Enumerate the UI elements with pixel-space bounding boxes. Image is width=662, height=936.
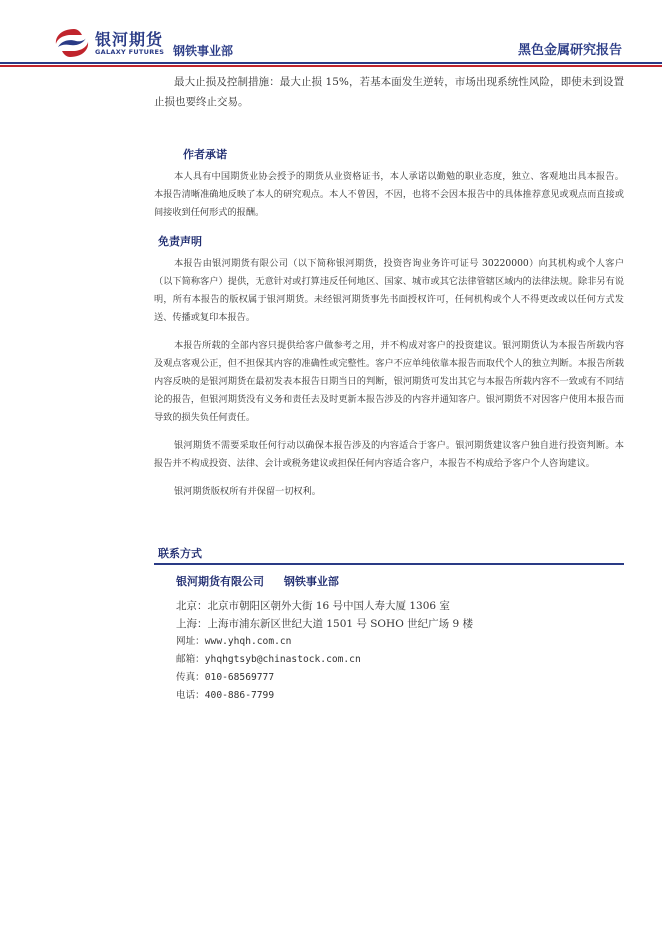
author-commitment-text: 本人具有中国期货业协会授予的期货从业资格证书，本人承诺以勤勉的职业态度，独立、客观地出具本报告。本报告清晰准确地反映了本人的研究观点。本人不曾因，不因，也将不会因本报告中的具体推荐意见或观点而直接或间接收到任何形式的报酬。 xyxy=(154,171,624,218)
author-commitment-section xyxy=(154,168,624,222)
contact-divider xyxy=(154,563,624,565)
header-divider-blue xyxy=(0,62,662,64)
company-name: 银河期货有限公司 xyxy=(176,575,264,588)
report-type-label: 黑色金属研究报告 xyxy=(517,43,622,58)
department-label: 钢铁事业部 xyxy=(173,44,234,58)
company-department: 钢铁事业部 xyxy=(283,575,339,588)
disclaimer-paragraph: 本报告由银河期货有限公司（以下简称银河期货，投资咨询业务许可证号 30220000）向其机构或个人客户（以下简称客户）提供，无意针对或打算违反任何地区、国家、城市或其它法律管辖区域内的法律法规。除非另有说明，所有本报告的版权属于银河期货。未经银河期货事先书面授权许可，任何机构或个人不得更改或以任何方式发送、传播或复印本报告。 xyxy=(154,258,624,323)
stop-loss-text: 最大止损及控制措施：最大止损 15%，若基本面发生逆转，市场出现系统性风险，即使未到设置止损也要终止交易。 xyxy=(154,76,624,108)
disclaimer-paragraph: 银河期货不需要采取任何行动以确保本报告涉及的内容适合于客户。银河期货建议客户独自进行投资判断。本报告并不构成投资、法律、会计或税务建议或担保任何内容适合客户，本报告不构成给予客户个人咨询建议。 xyxy=(154,440,624,469)
address-beijing: 北京：北京市朝阳区朝外大街 16 号中国人寿大厦 1306 室 xyxy=(176,600,450,612)
contact-company-line xyxy=(176,573,355,589)
disclaimer-title: 免责声明 xyxy=(158,235,202,248)
phone-number: 电话：400-886-7799 xyxy=(176,690,275,701)
author-commitment-title: 作者承诺 xyxy=(183,148,227,161)
website-link[interactable]: 网址：www.yhqh.com.cn xyxy=(176,636,292,647)
fax-number: 传真：010-68569777 xyxy=(176,672,275,683)
stop-loss-section xyxy=(154,72,624,112)
contact-title: 联系方式 xyxy=(158,547,202,560)
contact-details xyxy=(176,597,473,705)
brand-name-en: GALAXY FUTURES xyxy=(95,48,165,56)
address-shanghai: 上海：上海市浦东新区世纪大道 1501 号 SOHO 世纪广场 9 楼 xyxy=(176,618,473,630)
email-link[interactable]: 邮箱：yhqhgtsyb@chinastock.com.cn xyxy=(176,654,361,665)
brand-name-cn: 银河期货 xyxy=(95,30,164,49)
disclaimer-section xyxy=(154,255,624,501)
header-divider-red xyxy=(0,65,662,67)
disclaimer-paragraph: 银河期货版权所有并保留一切权利。 xyxy=(174,486,321,497)
galaxy-futures-logo-icon xyxy=(52,26,92,60)
disclaimer-paragraph: 本报告所载的全部内容只提供给客户做参考之用，并不构成对客户的投资建议。银河期货认为本报告所载内容及观点客观公正，但不担保其内容的准确性或完整性。客户不应单纯依靠本报告而取代个人的独立判断。本报告所载内容反映的是银河期货在最初发表本报告日期当日的判断，银河期货可发出其它与本报告所载内容不一致或有不同结论的报告，但银河期货没有义务和责任去及时更新本报告涉及的内容并通知客户。银河期货不对因客户使用本报告而导致的损失负任何责任。 xyxy=(154,340,624,423)
page-header xyxy=(0,0,662,70)
